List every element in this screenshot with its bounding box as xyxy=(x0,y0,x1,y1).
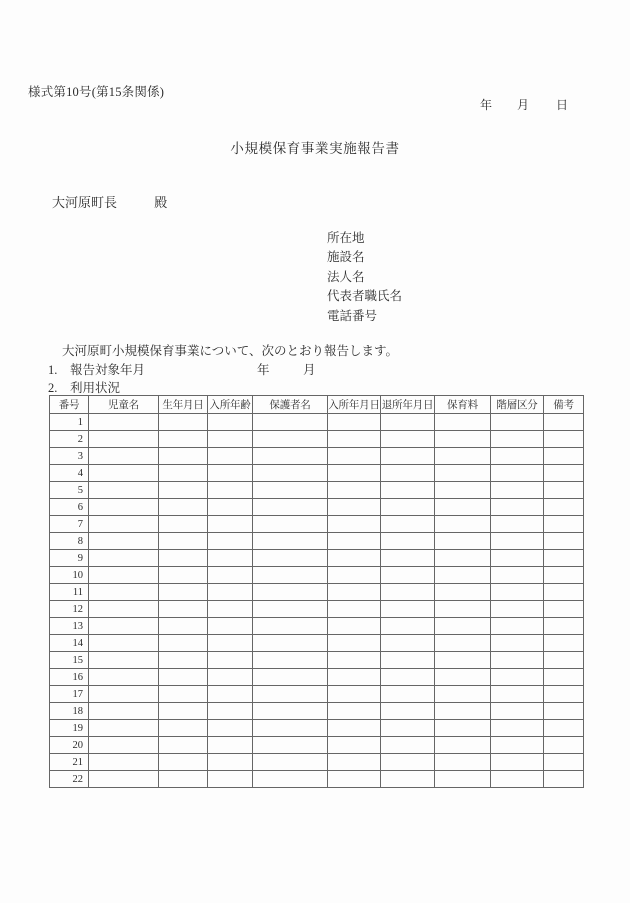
entry-cell[interactable] xyxy=(159,703,208,720)
entry-cell[interactable] xyxy=(89,584,159,601)
entry-cell[interactable] xyxy=(253,771,328,788)
entry-cell[interactable] xyxy=(381,601,435,618)
entry-cell[interactable] xyxy=(544,618,584,635)
row-number-cell: 4 xyxy=(50,465,89,482)
entry-cell[interactable] xyxy=(159,669,208,686)
item-1-month-label: 月 xyxy=(303,363,316,377)
entry-cell[interactable] xyxy=(253,567,328,584)
row-number-cell: 5 xyxy=(50,482,89,499)
entry-cell[interactable] xyxy=(435,720,491,737)
column-header-withdrawal-date: 退所年月日 xyxy=(381,396,435,414)
entry-cell[interactable] xyxy=(328,499,381,516)
applicant-info-block xyxy=(327,229,402,326)
entry-cell[interactable] xyxy=(491,771,544,788)
entry-cell[interactable] xyxy=(159,584,208,601)
entry-cell[interactable] xyxy=(544,567,584,584)
entry-cell[interactable] xyxy=(544,652,584,669)
entry-cell[interactable] xyxy=(435,686,491,703)
entry-cell[interactable] xyxy=(208,465,253,482)
entry-cell[interactable] xyxy=(328,448,381,465)
column-header-childcare-fee: 保育料 xyxy=(435,396,491,414)
entry-cell[interactable] xyxy=(381,499,435,516)
entry-cell[interactable] xyxy=(89,754,159,771)
entry-cell[interactable] xyxy=(253,533,328,550)
table-row xyxy=(50,703,584,720)
entry-cell[interactable] xyxy=(381,652,435,669)
entry-cell[interactable] xyxy=(491,465,544,482)
entry-cell[interactable] xyxy=(253,482,328,499)
entry-cell[interactable] xyxy=(159,754,208,771)
entry-cell[interactable] xyxy=(328,635,381,652)
addressee xyxy=(52,192,167,211)
entry-cell[interactable] xyxy=(491,669,544,686)
entry-cell[interactable] xyxy=(435,499,491,516)
entry-cell[interactable] xyxy=(253,431,328,448)
row-number-cell: 9 xyxy=(50,550,89,567)
row-number-cell: 6 xyxy=(50,499,89,516)
entry-cell[interactable] xyxy=(89,414,159,431)
entry-cell[interactable] xyxy=(381,431,435,448)
item-1-label: 報告対象年月 xyxy=(70,363,146,377)
entry-cell[interactable] xyxy=(435,669,491,686)
item-1-period xyxy=(257,360,316,378)
entry-cell[interactable] xyxy=(328,771,381,788)
entry-cell[interactable] xyxy=(381,584,435,601)
row-number-cell: 16 xyxy=(50,669,89,686)
entry-cell[interactable] xyxy=(491,516,544,533)
entry-cell[interactable] xyxy=(328,414,381,431)
date-month-label: 月 xyxy=(517,98,530,112)
column-header-remarks: 備考 xyxy=(544,396,584,414)
table-row xyxy=(50,550,584,567)
entry-cell[interactable] xyxy=(491,482,544,499)
entry-cell[interactable] xyxy=(208,601,253,618)
entry-cell[interactable] xyxy=(381,567,435,584)
row-number-cell: 10 xyxy=(50,567,89,584)
entry-cell[interactable] xyxy=(544,754,584,771)
entry-cell[interactable] xyxy=(208,652,253,669)
entry-cell[interactable] xyxy=(491,754,544,771)
applicant-field-representative-name: 代表者職氏名 xyxy=(327,289,403,304)
entry-cell[interactable] xyxy=(253,448,328,465)
entry-cell[interactable] xyxy=(381,414,435,431)
entry-cell[interactable] xyxy=(328,703,381,720)
table-row xyxy=(50,533,584,550)
entry-cell[interactable] xyxy=(208,567,253,584)
entry-cell[interactable] xyxy=(253,635,328,652)
entry-cell[interactable] xyxy=(381,482,435,499)
entry-cell[interactable] xyxy=(491,720,544,737)
entry-cell[interactable] xyxy=(89,669,159,686)
entry-cell[interactable] xyxy=(544,448,584,465)
entry-cell[interactable] xyxy=(159,720,208,737)
entry-cell[interactable] xyxy=(544,533,584,550)
entry-cell[interactable] xyxy=(208,720,253,737)
entry-cell[interactable] xyxy=(89,618,159,635)
entry-cell[interactable] xyxy=(435,771,491,788)
entry-cell[interactable] xyxy=(208,414,253,431)
addressee-honorific: 殿 xyxy=(154,195,168,210)
entry-cell[interactable] xyxy=(381,754,435,771)
entry-cell[interactable] xyxy=(208,669,253,686)
usage-table xyxy=(49,395,584,788)
row-number-cell: 19 xyxy=(50,720,89,737)
entry-cell[interactable] xyxy=(208,482,253,499)
entry-cell[interactable] xyxy=(89,448,159,465)
entry-cell[interactable] xyxy=(208,448,253,465)
entry-cell[interactable] xyxy=(328,584,381,601)
entry-cell[interactable] xyxy=(544,737,584,754)
entry-cell[interactable] xyxy=(328,720,381,737)
column-header-birth-date: 生年月日 xyxy=(159,396,208,414)
entry-cell[interactable] xyxy=(253,550,328,567)
entry-cell[interactable] xyxy=(491,499,544,516)
entry-cell[interactable] xyxy=(89,550,159,567)
table-body xyxy=(50,414,584,788)
entry-cell[interactable] xyxy=(435,601,491,618)
entry-cell[interactable] xyxy=(328,550,381,567)
entry-cell[interactable] xyxy=(253,686,328,703)
entry-cell[interactable] xyxy=(544,771,584,788)
row-number-cell: 22 xyxy=(50,771,89,788)
entry-cell[interactable] xyxy=(159,737,208,754)
row-number-cell: 15 xyxy=(50,652,89,669)
entry-cell[interactable] xyxy=(435,584,491,601)
item-2-number: 2. xyxy=(48,381,58,395)
entry-cell[interactable] xyxy=(208,618,253,635)
entry-cell[interactable] xyxy=(89,516,159,533)
table-row xyxy=(50,652,584,669)
entry-cell[interactable] xyxy=(328,601,381,618)
row-number-cell: 14 xyxy=(50,635,89,652)
entry-cell[interactable] xyxy=(381,771,435,788)
applicant-field-corporation-name: 法人名 xyxy=(327,269,365,284)
entry-cell[interactable] xyxy=(381,737,435,754)
table-row xyxy=(50,669,584,686)
entry-cell[interactable] xyxy=(435,414,491,431)
entry-cell[interactable] xyxy=(491,414,544,431)
entry-cell[interactable] xyxy=(159,686,208,703)
entry-cell[interactable] xyxy=(253,499,328,516)
entry-cell[interactable] xyxy=(208,686,253,703)
entry-cell[interactable] xyxy=(491,601,544,618)
entry-cell[interactable] xyxy=(253,754,328,771)
entry-cell[interactable] xyxy=(89,686,159,703)
row-number-cell: 18 xyxy=(50,703,89,720)
entry-cell[interactable] xyxy=(253,465,328,482)
table-row xyxy=(50,754,584,771)
entry-cell[interactable] xyxy=(491,618,544,635)
entry-cell[interactable] xyxy=(208,516,253,533)
entry-cell[interactable] xyxy=(159,550,208,567)
table-row xyxy=(50,584,584,601)
entry-cell[interactable] xyxy=(89,567,159,584)
table-row xyxy=(50,686,584,703)
row-number-cell: 2 xyxy=(50,431,89,448)
entry-cell[interactable] xyxy=(159,499,208,516)
entry-cell[interactable] xyxy=(435,635,491,652)
entry-cell[interactable] xyxy=(89,533,159,550)
entry-cell[interactable] xyxy=(435,516,491,533)
entry-cell[interactable] xyxy=(491,550,544,567)
entry-cell[interactable] xyxy=(208,584,253,601)
item-1-year-label: 年 xyxy=(257,363,270,377)
table-row xyxy=(50,499,584,516)
entry-cell[interactable] xyxy=(208,771,253,788)
applicant-field-phone-number: 電話番号 xyxy=(327,308,378,323)
table-row xyxy=(50,431,584,448)
entry-cell[interactable] xyxy=(89,703,159,720)
entry-cell[interactable] xyxy=(328,465,381,482)
row-number-cell: 12 xyxy=(50,601,89,618)
row-number-cell: 13 xyxy=(50,618,89,635)
entry-cell[interactable] xyxy=(159,533,208,550)
entry-cell[interactable] xyxy=(491,686,544,703)
entry-cell[interactable] xyxy=(435,737,491,754)
row-number-cell: 20 xyxy=(50,737,89,754)
entry-cell[interactable] xyxy=(208,635,253,652)
table-row xyxy=(50,601,584,618)
column-header-admission-age: 入所年齢 xyxy=(208,396,253,414)
entry-cell[interactable] xyxy=(381,686,435,703)
table-header-row xyxy=(50,396,584,414)
entry-cell[interactable] xyxy=(89,737,159,754)
entry-cell[interactable] xyxy=(89,465,159,482)
table-row xyxy=(50,771,584,788)
entry-cell[interactable] xyxy=(435,567,491,584)
table-row xyxy=(50,635,584,652)
entry-cell[interactable] xyxy=(253,703,328,720)
entry-cell[interactable] xyxy=(159,618,208,635)
entry-cell[interactable] xyxy=(544,465,584,482)
entry-cell[interactable] xyxy=(328,516,381,533)
entry-cell[interactable] xyxy=(491,584,544,601)
column-header-tier-category: 階層区分 xyxy=(491,396,544,414)
entry-cell[interactable] xyxy=(435,482,491,499)
entry-cell[interactable] xyxy=(544,669,584,686)
entry-cell[interactable] xyxy=(381,516,435,533)
column-header-admission-date: 入所年月日 xyxy=(328,396,381,414)
entry-cell[interactable] xyxy=(435,703,491,720)
entry-cell[interactable] xyxy=(89,771,159,788)
column-header-child-name: 児童名 xyxy=(89,396,159,414)
date-line xyxy=(480,96,568,113)
item-2-label: 利用状況 xyxy=(70,381,121,395)
entry-cell[interactable] xyxy=(381,703,435,720)
entry-cell[interactable] xyxy=(253,516,328,533)
entry-cell[interactable] xyxy=(159,431,208,448)
entry-cell[interactable] xyxy=(253,737,328,754)
page-title: 小規模保育事業実施報告書 xyxy=(230,141,400,156)
item-1-number: 1. xyxy=(48,363,58,377)
entry-cell[interactable] xyxy=(159,414,208,431)
entry-cell[interactable] xyxy=(159,635,208,652)
date-day-label: 日 xyxy=(556,98,569,112)
entry-cell[interactable] xyxy=(208,737,253,754)
entry-cell[interactable] xyxy=(89,499,159,516)
entry-cell[interactable] xyxy=(159,601,208,618)
entry-cell[interactable] xyxy=(435,431,491,448)
entry-cell[interactable] xyxy=(208,754,253,771)
entry-cell[interactable] xyxy=(89,635,159,652)
entry-cell[interactable] xyxy=(491,533,544,550)
row-number-cell: 8 xyxy=(50,533,89,550)
entry-cell[interactable] xyxy=(544,584,584,601)
entry-cell[interactable] xyxy=(208,550,253,567)
entry-cell[interactable] xyxy=(159,771,208,788)
entry-cell[interactable] xyxy=(381,618,435,635)
entry-cell[interactable] xyxy=(544,550,584,567)
entry-cell[interactable] xyxy=(253,669,328,686)
entry-cell[interactable] xyxy=(159,652,208,669)
entry-cell[interactable] xyxy=(491,652,544,669)
entry-cell[interactable] xyxy=(381,550,435,567)
entry-cell[interactable] xyxy=(381,448,435,465)
entry-cell[interactable] xyxy=(253,652,328,669)
form-code: 様式第10号(第15条関係) xyxy=(28,85,165,99)
entry-cell[interactable] xyxy=(328,754,381,771)
table-row xyxy=(50,465,584,482)
entry-cell[interactable] xyxy=(328,567,381,584)
entry-cell[interactable] xyxy=(491,737,544,754)
addressee-name: 大河原町長 xyxy=(52,195,118,210)
table-row xyxy=(50,482,584,499)
entry-cell[interactable] xyxy=(544,516,584,533)
entry-cell[interactable] xyxy=(381,720,435,737)
entry-cell[interactable] xyxy=(435,533,491,550)
entry-cell[interactable] xyxy=(435,448,491,465)
entry-cell[interactable] xyxy=(544,686,584,703)
entry-cell[interactable] xyxy=(253,601,328,618)
row-number-cell: 11 xyxy=(50,584,89,601)
entry-cell[interactable] xyxy=(253,414,328,431)
row-number-cell: 1 xyxy=(50,414,89,431)
entry-cell[interactable] xyxy=(544,601,584,618)
table-row xyxy=(50,414,584,431)
entry-cell[interactable] xyxy=(159,482,208,499)
entry-cell[interactable] xyxy=(435,754,491,771)
entry-cell[interactable] xyxy=(544,703,584,720)
entry-cell[interactable] xyxy=(328,737,381,754)
entry-cell[interactable] xyxy=(89,482,159,499)
entry-cell[interactable] xyxy=(328,652,381,669)
entry-cell[interactable] xyxy=(544,431,584,448)
entry-cell[interactable] xyxy=(159,465,208,482)
entry-cell[interactable] xyxy=(253,584,328,601)
entry-cell[interactable] xyxy=(544,720,584,737)
entry-cell[interactable] xyxy=(544,482,584,499)
entry-cell[interactable] xyxy=(253,618,328,635)
entry-cell[interactable] xyxy=(381,635,435,652)
entry-cell[interactable] xyxy=(159,448,208,465)
entry-cell[interactable] xyxy=(159,516,208,533)
table-row xyxy=(50,516,584,533)
entry-cell[interactable] xyxy=(89,431,159,448)
entry-cell[interactable] xyxy=(89,720,159,737)
entry-cell[interactable] xyxy=(208,499,253,516)
entry-cell[interactable] xyxy=(544,499,584,516)
entry-cell[interactable] xyxy=(208,431,253,448)
row-number-cell: 21 xyxy=(50,754,89,771)
entry-cell[interactable] xyxy=(89,601,159,618)
entry-cell[interactable] xyxy=(328,533,381,550)
entry-cell[interactable] xyxy=(435,652,491,669)
report-statement: 大河原町小規模保育事業について、次のとおり報告します。 xyxy=(62,344,399,358)
entry-cell[interactable] xyxy=(208,703,253,720)
entry-cell[interactable] xyxy=(208,533,253,550)
row-number-cell: 3 xyxy=(50,448,89,465)
entry-cell[interactable] xyxy=(328,686,381,703)
entry-cell[interactable] xyxy=(159,567,208,584)
table-row xyxy=(50,720,584,737)
item-report-period xyxy=(48,360,316,378)
applicant-field-facility-name: 施設名 xyxy=(327,250,365,265)
entry-cell[interactable] xyxy=(491,448,544,465)
entry-cell[interactable] xyxy=(89,652,159,669)
entry-cell[interactable] xyxy=(491,703,544,720)
row-number-cell: 7 xyxy=(50,516,89,533)
entry-cell[interactable] xyxy=(381,465,435,482)
item-usage-status xyxy=(48,378,120,396)
column-header-number: 番号 xyxy=(50,396,89,414)
entry-cell[interactable] xyxy=(544,414,584,431)
entry-cell[interactable] xyxy=(253,720,328,737)
table-row xyxy=(50,618,584,635)
entry-cell[interactable] xyxy=(435,465,491,482)
entry-cell[interactable] xyxy=(491,635,544,652)
entry-cell[interactable] xyxy=(381,669,435,686)
entry-cell[interactable] xyxy=(544,635,584,652)
entry-cell[interactable] xyxy=(435,550,491,567)
table-row xyxy=(50,448,584,465)
column-header-guardian-name: 保護者名 xyxy=(253,396,328,414)
entry-cell[interactable] xyxy=(328,431,381,448)
table-row xyxy=(50,567,584,584)
entry-cell[interactable] xyxy=(491,567,544,584)
applicant-field-address: 所在地 xyxy=(327,231,365,245)
entry-cell[interactable] xyxy=(491,431,544,448)
row-number-cell: 17 xyxy=(50,686,89,703)
entry-cell[interactable] xyxy=(328,618,381,635)
entry-cell[interactable] xyxy=(328,669,381,686)
entry-cell[interactable] xyxy=(328,482,381,499)
table-row xyxy=(50,737,584,754)
entry-cell[interactable] xyxy=(435,618,491,635)
date-year-label: 年 xyxy=(480,98,493,112)
entry-cell[interactable] xyxy=(381,533,435,550)
